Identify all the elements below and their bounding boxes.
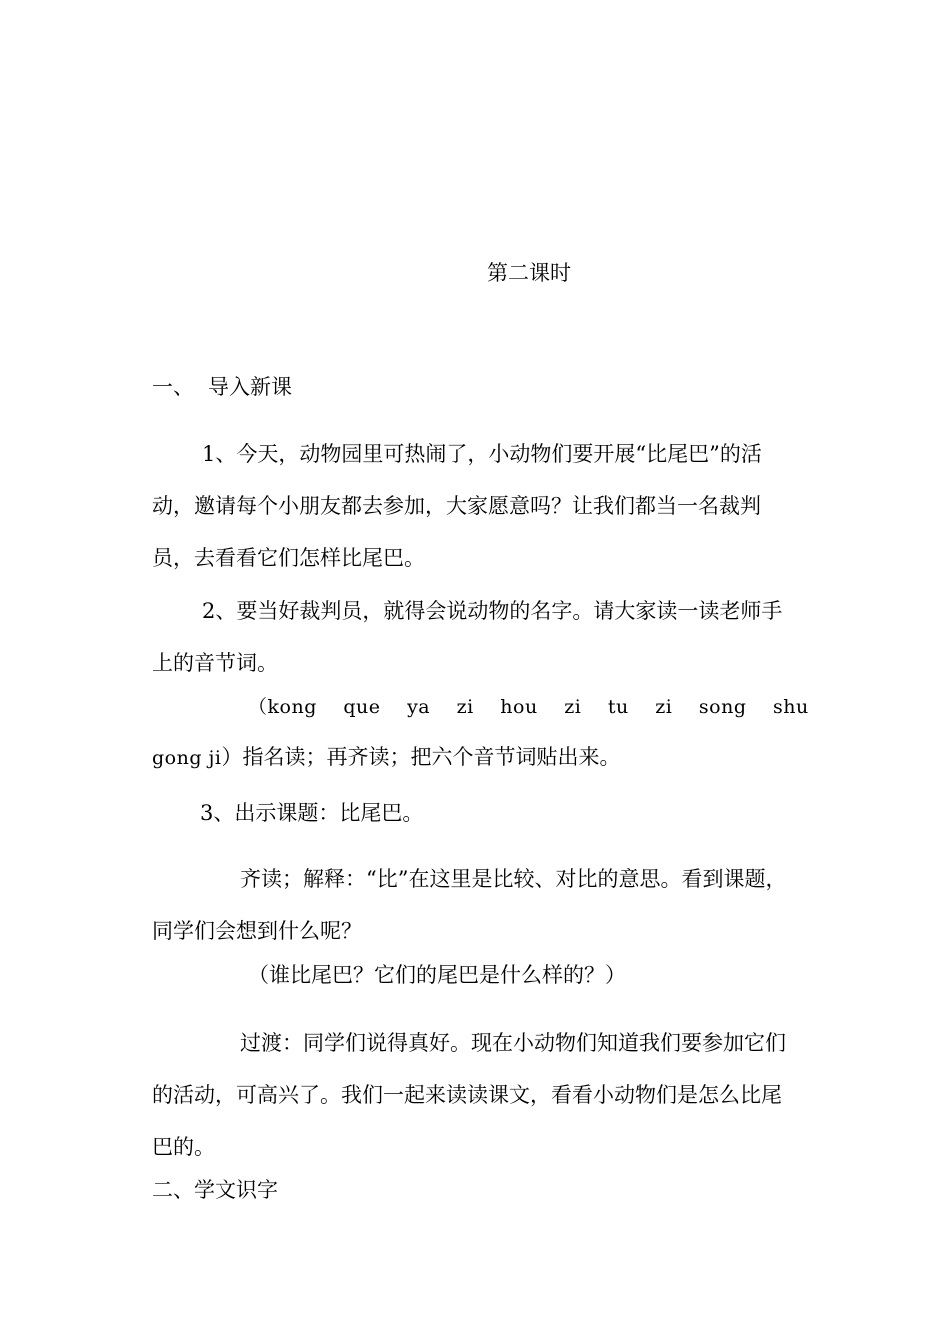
section-heading-2: 二、学文识字 bbox=[152, 1178, 278, 1202]
paragraph-6: 过渡：同学们说得真好。现在小动物们知道我们要参加它们的活动，可高兴了。我们一起来读读课文，看看小动物们是怎么比尾巴的。 bbox=[152, 1031, 786, 1159]
pinyin-line-1: （kong que ya zi hou zi tu zi song shu bbox=[248, 696, 809, 718]
paragraph-1: 1、今天，动物园里可热闹了，小动物们要开展“比尾巴”的活动，邀请每个小朋友都去参加，大家愿意吗？让我们都当一名裁判员，去看看它们怎样比尾巴。 bbox=[152, 442, 762, 570]
reading-instruction: ）指名读；再齐读；把六个音节词贴出来。 bbox=[221, 745, 621, 769]
pinyin-gong-ji: gong ji bbox=[152, 747, 222, 769]
pinyin-line-2 bbox=[152, 742, 621, 773]
paragraph-5: （谁比尾巴？它们的尾巴是什么样的？） bbox=[248, 963, 626, 987]
paragraph-4: 齐读；解释：“比”在这里是比较、对比的意思。看到课题，同学们会想到什么呢？ bbox=[152, 867, 787, 943]
section-title-1: 导入新课 bbox=[208, 375, 292, 399]
lesson-title: 第二课时 bbox=[487, 261, 571, 285]
section-number-1: 一、 bbox=[152, 375, 194, 399]
paragraph-3: 3、出示课题：比尾巴。 bbox=[200, 801, 424, 825]
section-heading-1 bbox=[152, 372, 292, 402]
paragraph-2: 2、要当好裁判员，就得会说动物的名字。请大家读一读老师手上的音节词。 bbox=[152, 599, 783, 675]
